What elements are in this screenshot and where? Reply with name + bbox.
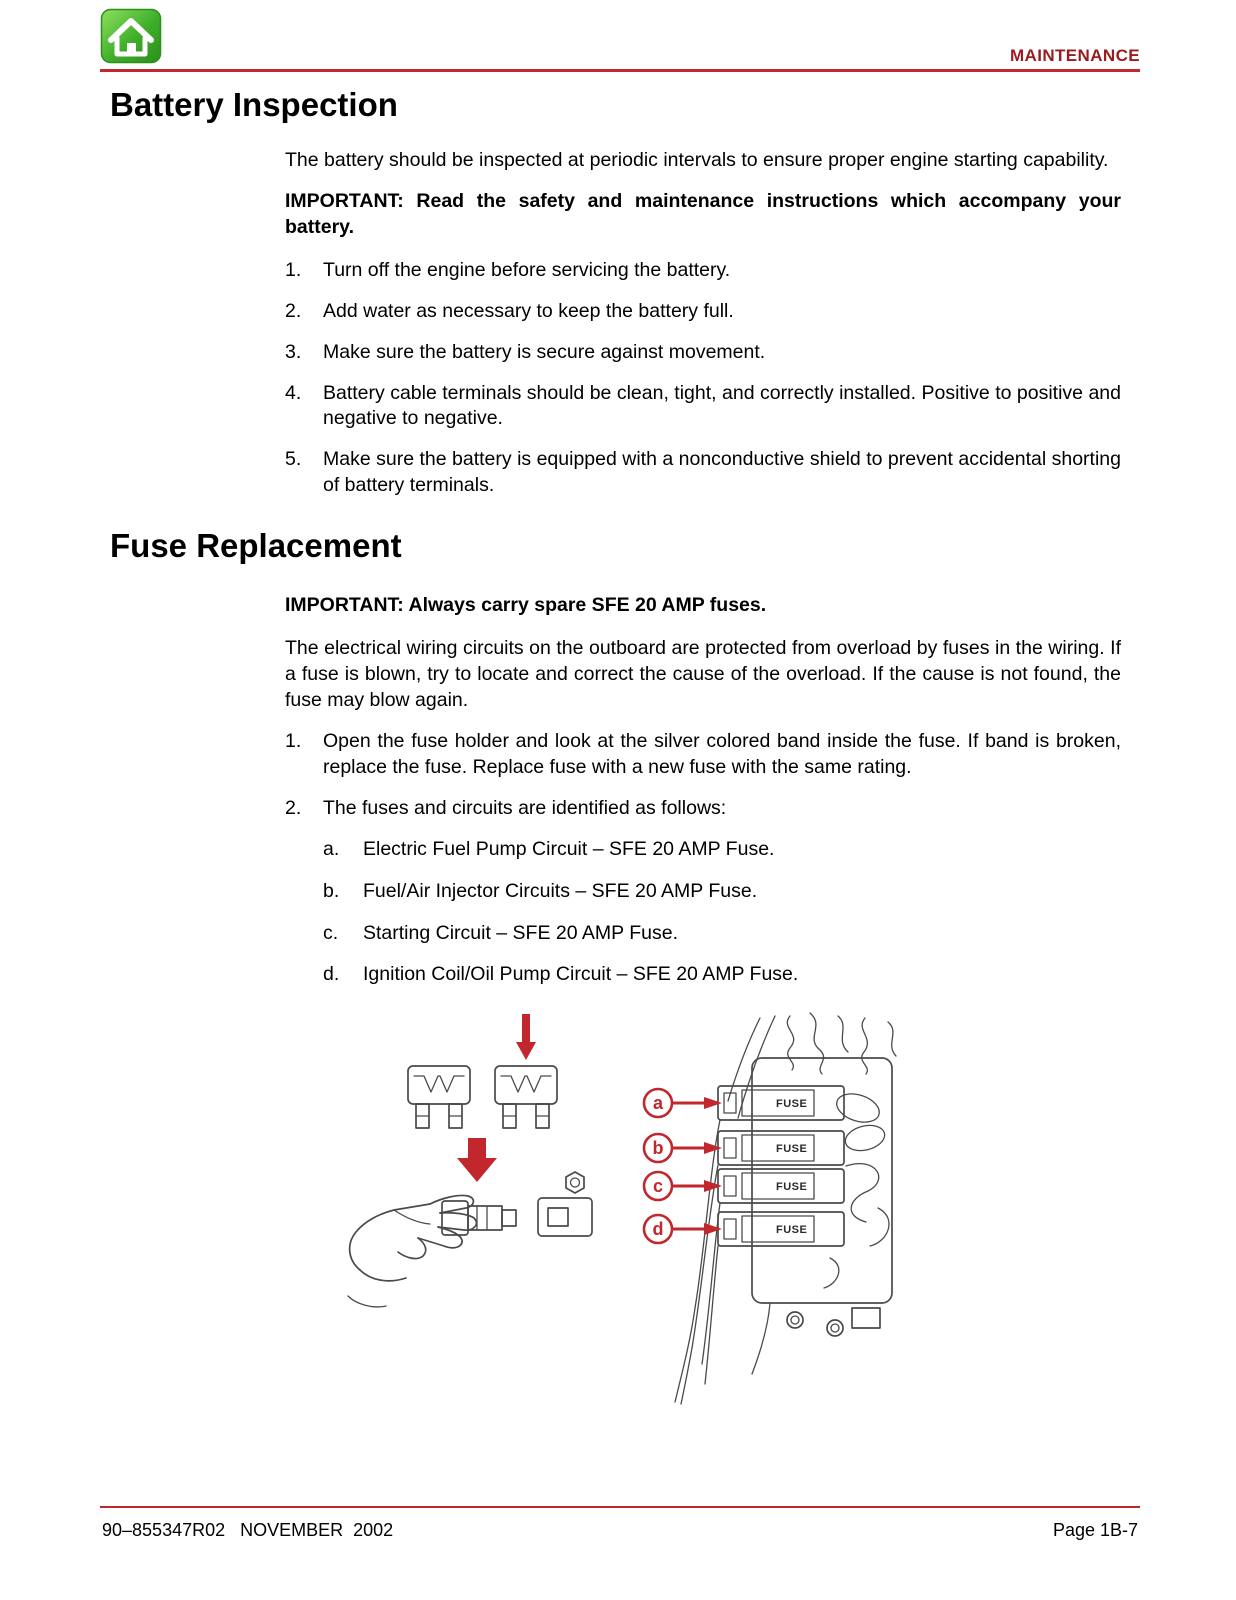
callout-d xyxy=(644,1215,722,1243)
battery-step-1 xyxy=(285,258,1121,284)
battery-inspection-heading: Battery Inspection xyxy=(110,86,398,123)
fuse-circuit-c xyxy=(323,921,1121,947)
fuse-intro: The electrical wiring circuits on the outboard are protected from overload by fuses in the wiring. If a fuse is blown, try to locate and correct the cause of the overload. If the cause is not found, the fuse may blow again. xyxy=(285,637,1121,711)
fuse-block-body xyxy=(675,1013,896,1404)
sub-letter: d. xyxy=(323,963,340,986)
battery-step-4 xyxy=(285,381,1121,433)
step-number: 2. xyxy=(285,299,302,322)
fuse-label: FUSE xyxy=(776,1098,808,1111)
step-text: Add water as necessary to keep the battery full. xyxy=(323,299,734,322)
spare-fuse-right xyxy=(495,1066,557,1128)
fuse-holder-c xyxy=(718,1169,844,1203)
sub-letter: a. xyxy=(323,837,340,860)
step-text: The fuses and circuits are identified as follows: xyxy=(323,796,727,819)
step-number: 5. xyxy=(285,448,302,471)
sub-text: Starting Circuit – SFE 20 AMP Fuse. xyxy=(363,921,679,944)
battery-step-2 xyxy=(285,299,1121,325)
fuse-replacement-heading: Fuse Replacement xyxy=(110,527,402,565)
home-icon xyxy=(100,8,162,64)
fuse-holder-d xyxy=(718,1212,844,1246)
fuse-label: FUSE xyxy=(776,1143,808,1156)
fuse-step-1 xyxy=(285,729,1121,781)
step-number: 3. xyxy=(285,340,302,363)
down-arrow-icon xyxy=(457,1138,497,1182)
battery-intro: The battery should be inspected at periodic intervals to ensure proper engine starting capability. xyxy=(285,149,1109,171)
page-content xyxy=(110,80,1142,1410)
sub-text: Fuel/Air Injector Circuits – SFE 20 AMP Fuse. xyxy=(363,879,758,902)
callout-letter-a: a xyxy=(652,1093,664,1114)
fuse-important-note: IMPORTANT: Always carry spare SFE 20 AMP fuses. xyxy=(285,594,767,617)
header-rule xyxy=(100,69,1140,72)
callout-a xyxy=(644,1089,722,1117)
fuse-circuit-d xyxy=(323,962,1121,988)
step-number: 4. xyxy=(285,381,302,404)
document-number: 90–855347R02 NOVEMBER 2002 xyxy=(102,1520,394,1540)
battery-step-5 xyxy=(285,447,1121,499)
callout-b xyxy=(644,1134,722,1162)
callout-letter-b: b xyxy=(652,1138,664,1159)
fuse-circuit-b xyxy=(323,879,1121,905)
step-text: Battery cable terminals should be clean, tight, and correctly installed. Positive to positive and negative to negative. xyxy=(323,381,1121,430)
fuse-label: FUSE xyxy=(776,1224,808,1237)
callout-letter-d: d xyxy=(652,1219,664,1240)
home-button[interactable] xyxy=(100,8,162,64)
fuse-circuit-a xyxy=(323,837,1121,863)
sub-text: Ignition Coil/Oil Pump Circuit – SFE 20 AMP Fuse. xyxy=(363,963,799,986)
sub-letter: c. xyxy=(323,921,339,944)
footer-rule xyxy=(100,1506,1140,1508)
battery-important-note: IMPORTANT: Read the safety and maintenance instructions which accompany your battery. xyxy=(285,189,1121,238)
step-number: 2. xyxy=(285,796,302,819)
sub-text: Electric Fuel Pump Circuit – SFE 20 AMP Fuse. xyxy=(363,837,775,860)
fuse-section xyxy=(285,593,1121,988)
battery-section xyxy=(285,148,1121,499)
step-number: 1. xyxy=(285,729,302,752)
fuse-figure xyxy=(110,1008,1142,1410)
hand-with-fuse-holder xyxy=(348,1196,516,1307)
fuse-holder-connector xyxy=(538,1172,592,1236)
fuse-holder-a xyxy=(718,1086,844,1120)
insert-arrow-icon xyxy=(516,1014,536,1060)
step-text: Make sure the battery is secure against movement. xyxy=(323,340,766,363)
step-text: Open the fuse holder and look at the silver colored band inside the fuse. If band is broken, replace the fuse. Replace fuse with a new fuse with the same rating. xyxy=(323,729,1121,778)
step-text: Make sure the battery is equipped with a nonconductive shield to prevent accidental shorting of battery terminals. xyxy=(323,448,1121,497)
sub-letter: b. xyxy=(323,879,340,902)
running-header: MAINTENANCE xyxy=(1009,46,1140,65)
callout-letter-c: c xyxy=(652,1176,664,1197)
page-number: Page 1B-7 xyxy=(1052,1520,1138,1540)
fuse-label: FUSE xyxy=(776,1181,808,1194)
step-text: Turn off the engine before servicing the battery. xyxy=(323,258,731,281)
spare-fuse-left xyxy=(408,1066,470,1128)
fuse-illustration xyxy=(290,1008,1050,1410)
battery-step-3 xyxy=(285,340,1121,366)
fuse-step-2 xyxy=(285,796,1121,822)
step-number: 1. xyxy=(285,258,302,281)
callout-c xyxy=(644,1172,722,1200)
fuse-holder-b xyxy=(718,1131,844,1165)
